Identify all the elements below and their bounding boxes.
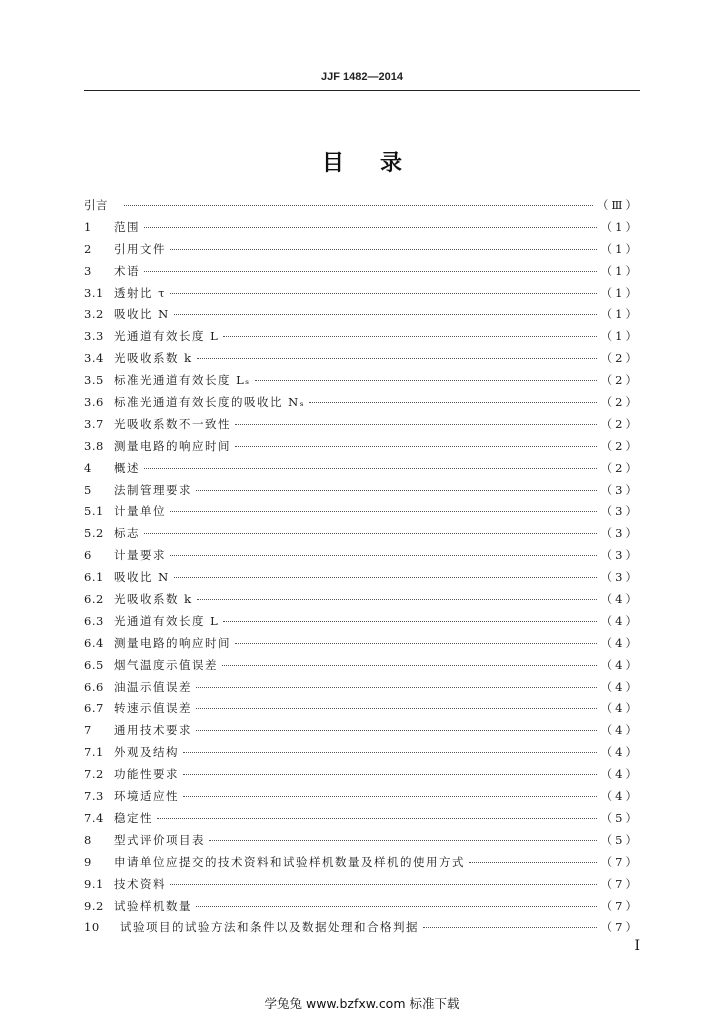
toc-entry-title: 吸收比 N bbox=[114, 307, 170, 322]
toc-entry-page: （1） bbox=[600, 219, 640, 234]
toc-entry[interactable] bbox=[84, 766, 640, 788]
toc-leader-dots bbox=[144, 532, 597, 534]
toc-entry-number: 6.6 bbox=[84, 679, 104, 694]
toc-entry-number: 引言 bbox=[84, 198, 108, 212]
toc-entry[interactable] bbox=[84, 263, 640, 285]
toc-entry-page: （7） bbox=[600, 854, 640, 869]
toc-entry-page: （7） bbox=[600, 898, 640, 913]
watermark-footer: 学兔兔 www.bzfxw.com 标准下载 bbox=[264, 996, 460, 1011]
toc-entry-page: （2） bbox=[600, 373, 640, 388]
toc-entry-page: （5） bbox=[600, 832, 640, 847]
toc-entry-title: 型式评价项目表 bbox=[114, 832, 205, 847]
toc-entry-title: 计量单位 bbox=[114, 504, 166, 519]
toc-leader-dots bbox=[223, 335, 596, 337]
toc-entry-title: 标志 bbox=[114, 526, 140, 541]
toc-leader-dots bbox=[170, 554, 597, 556]
toc-entry-number: 3.6 bbox=[84, 395, 104, 410]
toc-leader-dots bbox=[197, 357, 597, 359]
toc-entry[interactable] bbox=[84, 285, 640, 307]
toc-leader-dots bbox=[183, 795, 597, 797]
toc-leader-dots bbox=[209, 839, 597, 841]
toc-entry-number: 10 bbox=[84, 920, 100, 935]
toc-leader-dots bbox=[196, 905, 597, 907]
toc-leader-dots bbox=[170, 510, 597, 512]
toc-entry-title: 功能性要求 bbox=[114, 767, 179, 782]
toc-leader-dots bbox=[235, 445, 597, 447]
toc-entry-title: 透射比 τ bbox=[114, 285, 167, 300]
toc-entry[interactable] bbox=[84, 328, 640, 350]
document-code-header: JJF 1482—2014 bbox=[321, 71, 403, 83]
toc-leader-dots bbox=[174, 576, 597, 578]
toc-leader-dots bbox=[183, 751, 597, 753]
toc-entry-page: （4） bbox=[600, 613, 640, 628]
toc-entry-title: 光通道有效长度 L bbox=[114, 613, 220, 628]
toc-entry-number: 3.3 bbox=[84, 329, 104, 344]
toc-entry-title: 油温示值误差 bbox=[114, 679, 192, 694]
toc-entry-title: 烟气温度示值误差 bbox=[114, 657, 218, 672]
toc-entry-page: （3） bbox=[600, 482, 640, 497]
toc-leader-dots bbox=[170, 883, 597, 885]
toc-entry-page: （4） bbox=[600, 635, 640, 650]
toc-entry-number: 3.5 bbox=[84, 373, 104, 388]
toc-entry-number: 7 bbox=[84, 723, 92, 738]
toc-entry-page: （2） bbox=[600, 438, 640, 453]
toc-entry-title: 通用技术要求 bbox=[114, 723, 192, 738]
toc-entry-title: 光通道有效长度 L bbox=[114, 329, 220, 344]
toc-entry-page: （7） bbox=[600, 920, 640, 935]
toc-entry-title: 标准光通道有效长度 Lₛ bbox=[114, 373, 251, 388]
toc-entry-page: （1） bbox=[600, 329, 640, 344]
toc-leader-dots bbox=[144, 226, 597, 228]
toc-entry[interactable] bbox=[84, 569, 640, 591]
toc-entry[interactable] bbox=[84, 372, 640, 394]
toc-entry-title: 试验项目的试验方法和条件以及数据处理和合格判据 bbox=[120, 920, 419, 935]
toc-leader-dots bbox=[469, 861, 597, 863]
toc-entry[interactable] bbox=[84, 898, 640, 920]
toc-entry[interactable] bbox=[84, 876, 640, 898]
toc-entry[interactable] bbox=[84, 657, 640, 679]
toc-entry-title: 范围 bbox=[114, 219, 140, 234]
toc-entry[interactable] bbox=[84, 832, 640, 854]
toc-entry[interactable] bbox=[84, 722, 640, 744]
toc-leader-dots bbox=[174, 313, 597, 315]
toc-entry-page: （Ⅲ） bbox=[596, 198, 640, 212]
toc-leader-dots bbox=[222, 664, 597, 666]
toc-leader-dots bbox=[196, 707, 597, 709]
toc-leader-dots bbox=[170, 248, 597, 250]
toc-leader-dots bbox=[309, 401, 597, 403]
toc-entry-number: 7.3 bbox=[84, 789, 104, 804]
toc-leader-dots bbox=[170, 292, 597, 294]
toc-entry-number: 3.1 bbox=[84, 285, 104, 300]
toc-entry-number: 5.2 bbox=[84, 526, 104, 541]
toc-entry-page: （2） bbox=[600, 395, 640, 410]
toc-entry[interactable] bbox=[84, 591, 640, 613]
toc-entry-title: 外观及结构 bbox=[114, 745, 179, 760]
toc-entry-page: （4） bbox=[600, 789, 640, 804]
toc-entry-title: 术语 bbox=[114, 263, 140, 278]
toc-leader-dots bbox=[124, 204, 593, 206]
toc-entry-title: 法制管理要求 bbox=[114, 482, 192, 497]
toc-leader-dots bbox=[255, 379, 597, 381]
toc-entry[interactable] bbox=[84, 525, 640, 547]
toc-leader-dots bbox=[144, 270, 597, 272]
toc-entry-title: 测量电路的响应时间 bbox=[114, 438, 231, 453]
toc-entry[interactable] bbox=[84, 438, 640, 460]
toc-entry-number: 3 bbox=[84, 263, 92, 278]
toc-entry-title: 申请单位应提交的技术资料和试验样机数量及样机的使用方式 bbox=[114, 854, 465, 869]
toc-entry-page: （1） bbox=[600, 307, 640, 322]
toc-entry-title: 稳定性 bbox=[114, 810, 153, 825]
toc-entry[interactable] bbox=[84, 788, 640, 810]
toc-entry[interactable] bbox=[84, 241, 640, 263]
toc-entry[interactable] bbox=[84, 460, 640, 482]
toc-entry[interactable] bbox=[84, 679, 640, 701]
toc-entry[interactable] bbox=[84, 919, 640, 941]
toc-entry-page: （1） bbox=[600, 241, 640, 256]
toc-entry-page: （7） bbox=[600, 876, 640, 891]
toc-entry-page: （1） bbox=[600, 285, 640, 300]
toc-entry-number: 2 bbox=[84, 241, 92, 256]
toc-entry-number: 3.7 bbox=[84, 416, 104, 431]
toc-leader-dots bbox=[183, 773, 597, 775]
toc-leader-dots bbox=[423, 926, 597, 928]
toc-entry-number: 7.2 bbox=[84, 767, 104, 782]
toc-entry[interactable] bbox=[84, 635, 640, 657]
header-rule bbox=[84, 90, 640, 91]
toc-entry-page: （4） bbox=[600, 745, 640, 760]
toc-entry-number: 1 bbox=[84, 219, 92, 234]
toc-entry-title: 测量电路的响应时间 bbox=[114, 635, 231, 650]
toc-entry-title: 光吸收系数 k bbox=[114, 351, 193, 366]
toc-entry-page: （3） bbox=[600, 570, 640, 585]
toc-leader-dots bbox=[197, 598, 597, 600]
toc-entry[interactable] bbox=[84, 547, 640, 569]
toc-entry[interactable] bbox=[84, 219, 640, 241]
toc-entry-title: 技术资料 bbox=[114, 876, 166, 891]
toc-leader-dots bbox=[144, 467, 597, 469]
toc-entry-number: 9.1 bbox=[84, 876, 104, 891]
toc-entry-number: 7.1 bbox=[84, 745, 104, 760]
toc-entry-number: 6.5 bbox=[84, 657, 104, 672]
toc-entry-page: （3） bbox=[600, 548, 640, 563]
toc-entry-title: 吸收比 N bbox=[114, 570, 170, 585]
toc-entry[interactable] bbox=[84, 350, 640, 372]
toc-entry-number: 6.2 bbox=[84, 592, 104, 607]
toc-entry-page: （4） bbox=[600, 767, 640, 782]
toc-entry-page: （4） bbox=[600, 679, 640, 694]
toc-entry[interactable] bbox=[84, 810, 640, 832]
toc-entry-title: 标准光通道有效长度的吸收比 Nₛ bbox=[114, 395, 306, 410]
toc-entry-number: 6.1 bbox=[84, 570, 104, 585]
toc-entry-page: （3） bbox=[600, 504, 640, 519]
toc-entry-page: （2） bbox=[600, 416, 640, 431]
toc-entry[interactable] bbox=[84, 416, 640, 438]
toc-leader-dots bbox=[196, 729, 597, 731]
toc-entry-number: 7.4 bbox=[84, 810, 104, 825]
toc-entry-page: （4） bbox=[600, 657, 640, 672]
table-of-contents bbox=[84, 197, 640, 941]
toc-leader-dots bbox=[235, 642, 597, 644]
toc-entry-number: 6.3 bbox=[84, 613, 104, 628]
toc-leader-dots bbox=[235, 423, 597, 425]
toc-entry[interactable] bbox=[84, 394, 640, 416]
toc-entry-page: （5） bbox=[600, 810, 640, 825]
toc-entry-number: 8 bbox=[84, 832, 92, 847]
toc-entry-number: 4 bbox=[84, 460, 92, 475]
toc-entry-number: 3.2 bbox=[84, 307, 104, 322]
toc-entry-page: （3） bbox=[600, 526, 640, 541]
toc-entry-page: （1） bbox=[600, 263, 640, 278]
toc-entry-title: 计量要求 bbox=[114, 548, 166, 563]
toc-entry[interactable] bbox=[84, 744, 640, 766]
toc-entry-number: 6.7 bbox=[84, 701, 104, 716]
toc-entry-number: 9.2 bbox=[84, 898, 104, 913]
toc-entry-title: 光吸收系数不一致性 bbox=[114, 416, 231, 431]
toc-leader-dots bbox=[196, 489, 597, 491]
toc-entry-number: 3.8 bbox=[84, 438, 104, 453]
page-title: 目录 bbox=[321, 151, 438, 176]
toc-entry[interactable] bbox=[84, 197, 640, 219]
toc-entry-title: 试验样机数量 bbox=[114, 898, 192, 913]
toc-entry-title: 转速示值误差 bbox=[114, 701, 192, 716]
toc-entry-page: （4） bbox=[600, 592, 640, 607]
toc-entry[interactable] bbox=[84, 613, 640, 635]
toc-entry-page: （2） bbox=[600, 351, 640, 366]
toc-entry[interactable] bbox=[84, 482, 640, 504]
toc-leader-dots bbox=[157, 817, 597, 819]
toc-entry-title: 环境适应性 bbox=[114, 789, 179, 804]
toc-entry-page: （4） bbox=[600, 723, 640, 738]
toc-entry[interactable] bbox=[84, 306, 640, 328]
toc-entry-number: 3.4 bbox=[84, 351, 104, 366]
toc-entry[interactable] bbox=[84, 854, 640, 876]
toc-leader-dots bbox=[223, 620, 596, 622]
toc-entry-title: 引用文件 bbox=[114, 241, 166, 256]
toc-entry-number: 6.4 bbox=[84, 635, 104, 650]
toc-entry-page: （2） bbox=[600, 460, 640, 475]
toc-entry-number: 5 bbox=[84, 482, 92, 497]
page-number: I bbox=[634, 938, 640, 954]
toc-entry-number: 9 bbox=[84, 854, 92, 869]
toc-entry[interactable] bbox=[84, 503, 640, 525]
toc-entry-number: 6 bbox=[84, 548, 92, 563]
toc-entry-title: 光吸收系数 k bbox=[114, 592, 193, 607]
toc-entry-page: （4） bbox=[600, 701, 640, 716]
toc-entry-number: 5.1 bbox=[84, 504, 104, 519]
toc-leader-dots bbox=[196, 686, 597, 688]
toc-entry-title: 概述 bbox=[114, 460, 140, 475]
toc-entry[interactable] bbox=[84, 700, 640, 722]
